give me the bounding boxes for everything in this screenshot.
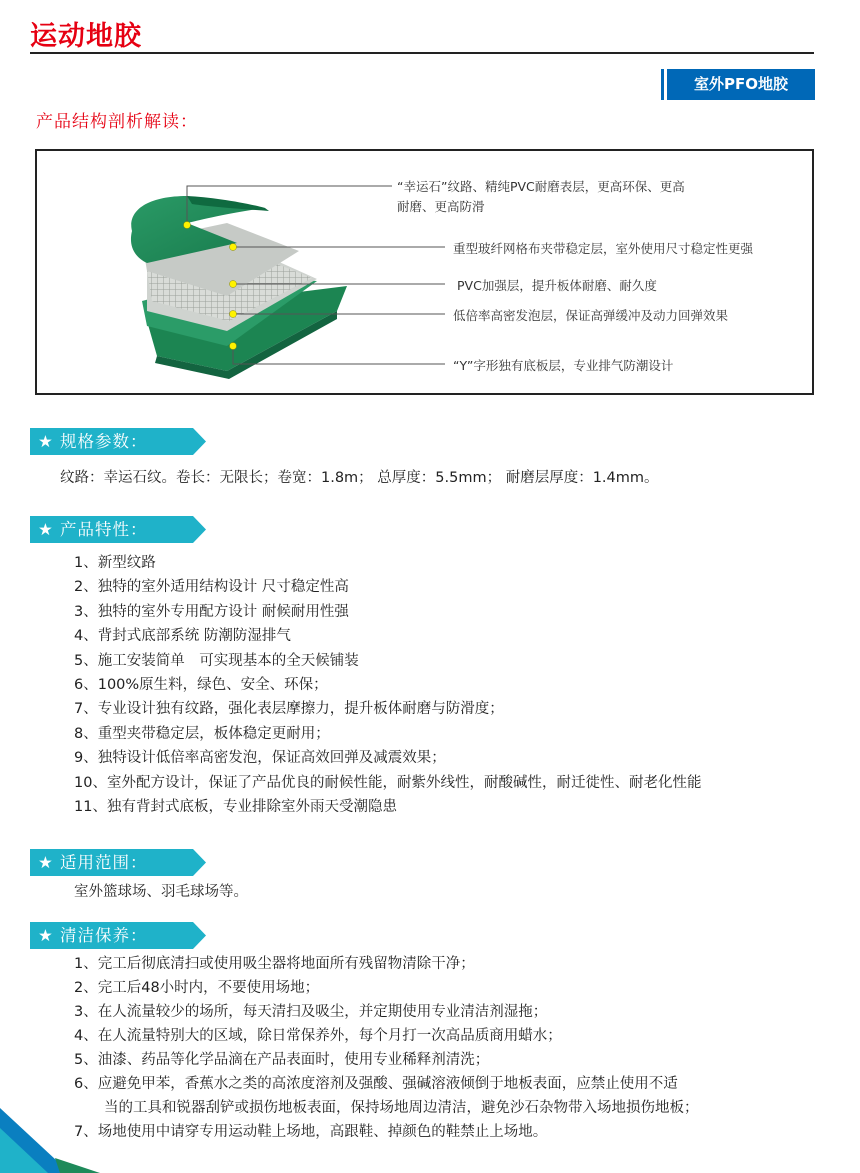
list-item: 11、独有背封式底板，专业排除室外雨天受潮隐患 [74,798,397,815]
specs-section-tab [30,428,208,455]
specs-text: 纹路：幸运石纹。卷长：无限长；卷宽：1.8m； 总厚度：5.5mm； 耐磨层厚度：1.4mm。 [60,470,659,486]
list-item: 2、独特的室外适用结构设计 尺寸稳定性高 [74,579,349,596]
features-heading: ★ 产品特性： [38,520,148,539]
specs-heading: ★ 规格参数： [38,432,148,451]
structure-diagram [35,149,814,395]
list-item-text: 6、应避免甲苯，香蕉水之类的高浓度溶剂及强酸、强碱溶液倾倒于地板表面，应禁止使用不适 [74,1076,678,1092]
list-item [74,952,834,976]
list-item: 4、背封式底部系统 防潮防湿排气 [74,628,291,645]
list-item-text: 4、在人流量特别大的区域，除日常保养外，每个月打一次高品质商用蜡水； [74,1028,562,1044]
list-item: 7、专业设计独有纹路，强化表层摩擦力，提升板体耐磨与防滑度； [74,701,504,718]
marker-dot [184,222,191,229]
scope-heading: ★ 适用范围： [38,853,148,872]
marker-dot [230,281,237,288]
list-item-text: 1、完工后彻底清扫或使用吸尘器将地面所有残留物清除干净； [74,956,475,972]
callout-text: 耐磨、更高防滑 [397,199,485,214]
page-title: 运动地胶 [30,21,142,52]
list-item: 9、独特设计低倍率高密发泡，保证高效回弹及减震效果； [74,750,446,767]
list-item: 8、重型夹带稳定层，板体稳定更耐用； [74,725,330,742]
list-item [74,1024,834,1048]
list-item-text: 7、场地使用中请穿专用运动鞋上场地，高跟鞋、掉颜色的鞋禁止上场地。 [74,1124,548,1140]
list-item [74,1072,834,1120]
corner-decoration [0,1053,120,1173]
features-section-tab [30,516,208,543]
marker-dot [230,244,237,251]
title-divider [30,52,814,54]
callout-pvc: PVC加强层，提升板体耐磨、耐久度 [457,278,657,293]
product-badge: 室外PFO地胶 [667,69,815,100]
cleaning-list [74,952,834,1144]
list-item [74,1048,834,1072]
list-item [74,1000,834,1024]
marker-dot [230,311,237,318]
marker-dot [230,343,237,350]
list-item: 10、室外配方设计，保证了产品优良的耐候性能，耐紫外线性，耐酸碱性，耐迁徙性、耐老化性能 [74,774,702,791]
list-item: 6、100%原生料，绿色、安全、环保； [74,676,328,693]
list-item: 3、独特的室外专用配方设计 耐候耐用性强 [74,603,349,620]
list-item: 1、新型纹路 [74,555,156,571]
list-item [74,976,834,1000]
scope-text: 室外篮球场、羽毛球场等。 [74,884,248,900]
callout-fiberglass: 重型玻纤网格布夹带稳定层，室外使用尺寸稳定性更强 [453,241,754,256]
features-list [74,551,701,819]
list-item-text: 3、在人流量较少的场所，每天清扫及吸尘，并定期使用专业清洁剂湿拖； [74,1004,548,1020]
list-item [74,1120,834,1144]
list-item-text: 5、油漆、药品等化学品滴在产品表面时，使用专业稀释剂清洗； [74,1052,490,1068]
list-item-continuation: 当的工具和锐器刮铲或损伤地板表面，保持场地周边清洁，避免沙石杂物带入场地损伤地板； [104,1100,699,1116]
cleaning-section-tab [30,922,208,949]
callout-base: “Y”字形独有底板层，专业排气防潮设计 [453,358,674,373]
structure-heading: 产品结构剖析解读： [36,112,198,132]
scope-section-tab [30,849,208,876]
list-item: 5、施工安装简单 可实现基本的全天候铺装 [74,652,359,669]
callout-wear-layer [397,177,685,217]
list-item-text: 2、完工后48小时内，不要使用场地； [74,980,320,996]
callout-foam: 低倍率高密发泡层，保证高弹缓冲及动力回弹效果 [453,308,729,323]
callout-text: “幸运石”纹路、精纯PVC耐磨表层，更高环保、更高 [397,179,685,194]
cleaning-heading: ★ 清洁保养： [38,926,148,945]
